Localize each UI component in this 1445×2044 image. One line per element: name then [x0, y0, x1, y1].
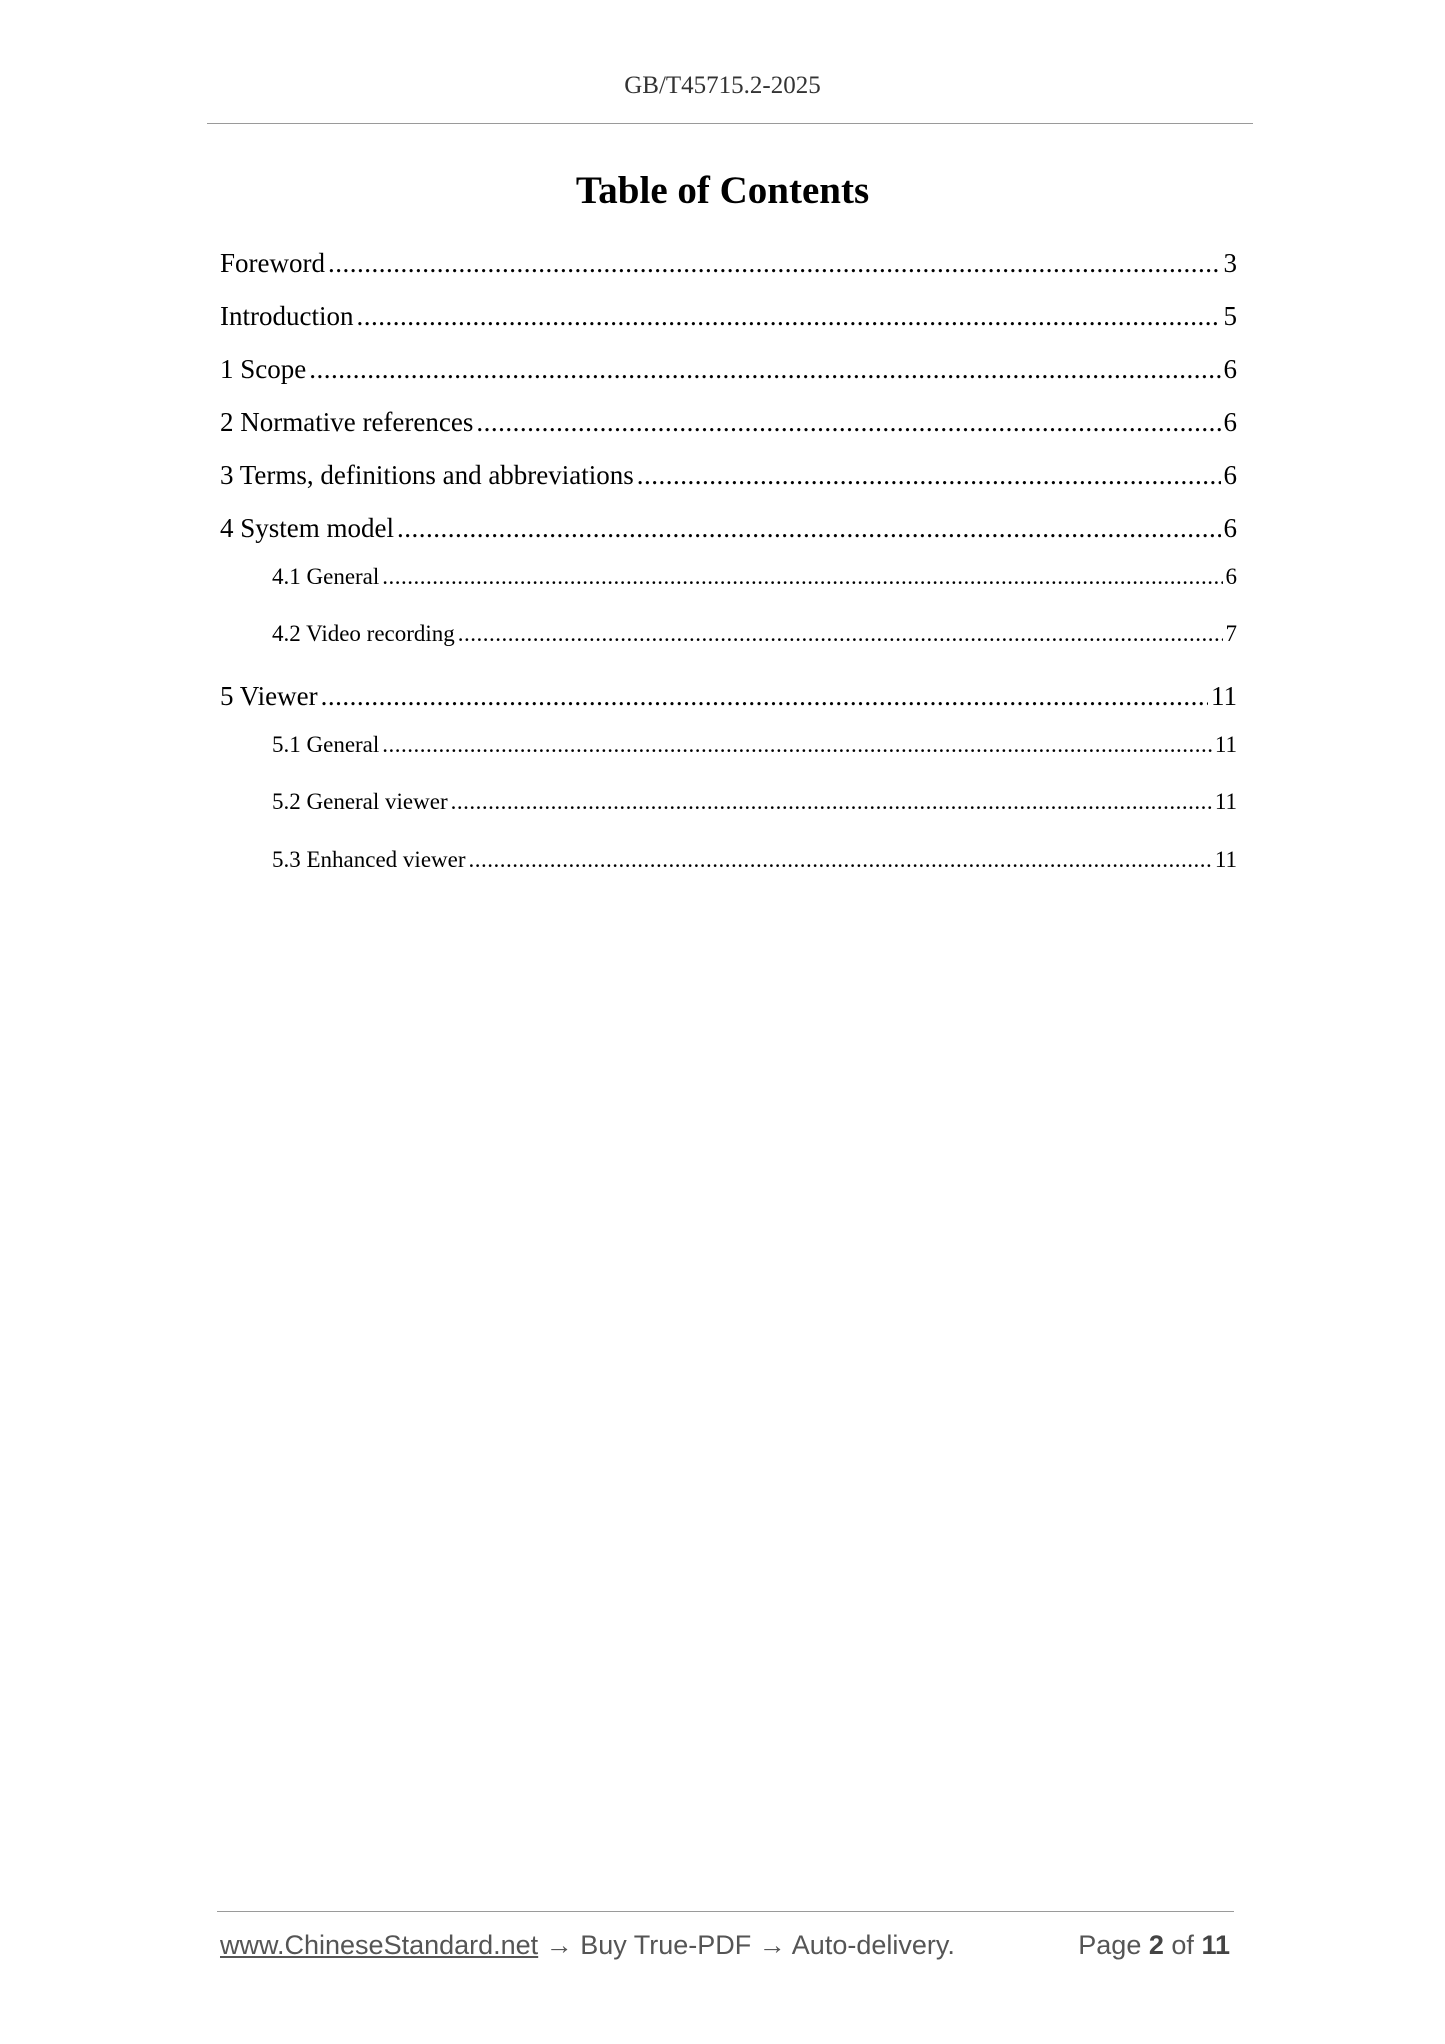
page-word: Page	[1078, 1930, 1142, 1960]
toc-entry-normative-references[interactable]	[220, 407, 1237, 438]
toc-entry-page: 11	[1214, 732, 1237, 757]
document-code-header: GB/T45715.2-2025	[624, 72, 821, 99]
toc-entry-label: 5.2 General viewer	[272, 789, 448, 814]
page-footer	[220, 1930, 1230, 1970]
toc-entry-label: 2 Normative references	[220, 407, 474, 437]
toc-dot-leader	[321, 681, 1208, 712]
toc-entry-5-2-general-viewer[interactable]	[272, 789, 1237, 815]
toc-dot-leader	[476, 407, 1220, 438]
table-of-contents	[0, 0, 1445, 900]
toc-entry-label: 5.3 Enhanced viewer	[272, 847, 466, 872]
toc-entry-foreword[interactable]	[220, 248, 1237, 279]
toc-entry-page: 7	[1225, 621, 1237, 646]
page-total: 11	[1201, 1930, 1230, 1960]
footer-divider	[217, 1911, 1234, 1912]
toc-entry-label: 1 Scope	[220, 354, 307, 384]
toc-dot-leader	[328, 248, 1221, 279]
toc-entry-page: 6	[1223, 513, 1237, 543]
toc-entry-4-1-general[interactable]	[272, 564, 1237, 590]
toc-dot-leader	[382, 564, 1222, 590]
page-current: 2	[1148, 1930, 1164, 1960]
toc-entry-label: 4.1 General	[272, 564, 380, 589]
toc-dot-leader	[309, 354, 1220, 385]
toc-entry-label: Introduction	[220, 301, 354, 331]
toc-dot-leader	[451, 789, 1212, 815]
toc-dot-leader	[356, 301, 1220, 332]
toc-entry-page: 3	[1223, 248, 1237, 278]
toc-entry-4-2-video-recording[interactable]	[272, 621, 1237, 647]
toc-entry-page: 6	[1223, 354, 1237, 384]
toc-entry-terms-definitions[interactable]	[220, 460, 1237, 491]
of-word: of	[1171, 1930, 1194, 1960]
toc-entry-label: 5.1 General	[272, 732, 380, 757]
footer-promo	[220, 1930, 955, 1961]
toc-entry-label: 3 Terms, definitions and abbreviations	[220, 460, 634, 490]
toc-entry-page: 11	[1214, 789, 1237, 814]
toc-entry-label: 4.2 Video recording	[272, 621, 455, 646]
toc-dot-leader	[469, 847, 1212, 873]
toc-entry-viewer[interactable]	[220, 681, 1237, 712]
site-link[interactable]: www.ChineseStandard.net	[220, 1930, 539, 1960]
toc-entry-page: 6	[1223, 407, 1237, 437]
page-indicator	[1078, 1930, 1230, 1961]
toc-entry-system-model[interactable]	[220, 513, 1237, 544]
toc-entry-introduction[interactable]	[220, 301, 1237, 332]
toc-entry-page: 11	[1211, 681, 1237, 711]
toc-dot-leader	[397, 513, 1221, 544]
buy-true-pdf-text: Buy True-PDF	[580, 1930, 752, 1960]
toc-entry-page: 11	[1214, 847, 1237, 872]
toc-entry-label: 5 Viewer	[220, 681, 318, 711]
toc-entry-label: 4 System model	[220, 513, 394, 543]
toc-entry-page: 6	[1223, 460, 1237, 490]
toc-dot-leader	[637, 460, 1221, 491]
toc-entry-5-1-general[interactable]	[272, 732, 1237, 758]
toc-entry-page: 5	[1223, 301, 1237, 331]
toc-entry-page: 6	[1225, 564, 1237, 589]
auto-delivery-text: Auto-delivery.	[791, 1930, 955, 1960]
toc-dot-leader	[382, 732, 1212, 758]
toc-entry-label: Foreword	[220, 248, 325, 278]
toc-entry-scope[interactable]	[220, 354, 1237, 385]
arrow-right-icon: →	[545, 1930, 573, 1960]
toc-dot-leader	[458, 621, 1223, 647]
page-title: Table of Contents	[575, 169, 870, 212]
toc-entry-5-3-enhanced-viewer[interactable]	[272, 847, 1237, 873]
arrow-right-icon: →	[758, 1930, 786, 1960]
